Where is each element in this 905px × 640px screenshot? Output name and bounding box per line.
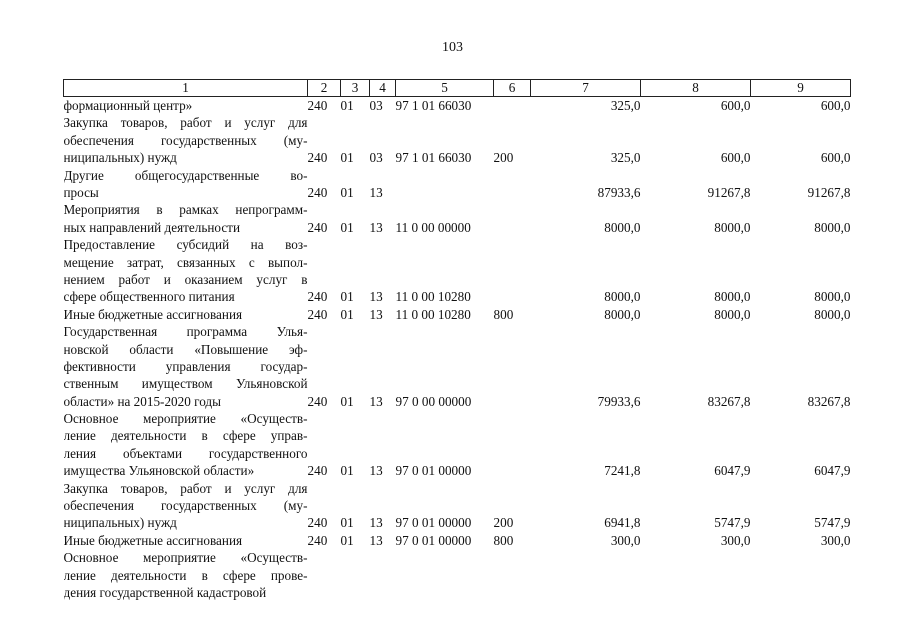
row-cell-c2 [308,549,341,601]
row-name-line: фективности управления государ- [63,358,308,374]
row-cell-c9: 6047,9 [814,463,851,479]
row-name-line: имущества Ульяновской области» [63,463,255,479]
row-cell-c2: 240 [307,184,328,200]
table-row [64,306,851,323]
row-cell-c7: 7241,8 [604,463,641,479]
row-name-line: Иные бюджетные ассигнования [63,306,243,322]
row-cell-c3: 01 [340,393,354,409]
row-cell-c4: 13 [369,515,383,531]
row-name-cell [64,323,308,410]
row-cell-c9 [751,549,851,601]
row-cell-c3: 01 [340,184,354,200]
row-cell-c9: 8000,0 [814,219,851,235]
row-cell-c5: 97 0 00 00000 [395,393,472,409]
table-row [64,549,851,601]
row-cell-c6 [494,236,531,306]
row-cell-c3: 01 [340,150,354,166]
row-cell-c9: 5747,9 [814,515,851,531]
row-name-line: ственным имуществом Ульяновской [63,376,308,392]
row-cell-c8 [641,549,751,601]
row-cell-c4: 13 [369,532,383,548]
row-cell-c6: 800 [493,532,514,548]
column-header-8: 8 [641,80,751,97]
column-header-7: 7 [531,80,641,97]
row-cell-c7: 8000,0 [604,289,641,305]
table-row [64,480,851,532]
row-cell-c7: 8000,0 [604,219,641,235]
header-row [64,80,851,97]
row-name-line: нением работ и оказанием услуг в [63,271,308,287]
row-cell-c6: 800 [493,306,514,322]
row-cell-c4 [370,549,396,601]
row-name-line: Предоставление субсидий на воз- [63,237,308,253]
row-cell-c8: 8000,0 [714,219,751,235]
row-cell-c7 [531,549,641,601]
row-name-cell [64,306,308,323]
row-cell-c7: 79933,6 [597,393,641,409]
row-name-line: ных направлений деятельности [63,219,240,235]
row-cell-c7: 6941,8 [604,515,641,531]
column-header-4: 4 [370,80,396,97]
row-cell-c5: 97 1 01 66030 [395,98,472,113]
row-cell-c2: 240 [307,150,328,166]
row-cell-c9: 91267,8 [807,184,851,200]
row-cell-c8: 6047,9 [714,463,751,479]
table-row [64,410,851,480]
row-cell-c7: 87933,6 [597,184,641,200]
row-name-cell [64,410,308,480]
row-name-line: ление деятельности в сфере прове- [63,567,308,583]
row-name-line: ление деятельности в сфере управ- [63,428,308,444]
row-name-line: Основное мероприятие «Осуществ- [63,411,308,427]
column-header-2: 2 [308,80,341,97]
column-header-5: 5 [396,80,494,97]
row-cell-c5 [396,549,494,601]
row-cell-c3: 01 [340,515,354,531]
row-cell-c6 [494,323,531,410]
row-cell-c7: 8000,0 [604,306,641,322]
row-cell-c7: 300,0 [610,532,641,548]
row-name-line: Основное мероприятие «Осуществ- [63,550,308,566]
row-cell-c4: 03 [369,150,383,166]
row-cell-c6 [494,97,531,115]
row-cell-c5: 97 0 01 00000 [395,463,472,479]
row-cell-c3: 01 [340,98,354,113]
row-cell-c9: 600,0 [820,150,851,166]
row-cell-c8: 83267,8 [707,393,751,409]
row-cell-c4: 13 [369,306,383,322]
table-row [64,532,851,549]
row-cell-c3: 01 [340,306,354,322]
row-name-line: мещение затрат, связанных с выпол- [63,254,308,270]
row-name-cell [64,549,308,601]
row-cell-c4: 03 [369,98,383,113]
row-cell-c8: 5747,9 [714,515,751,531]
row-name-line: формационный центр» [63,98,193,114]
table-row [64,236,851,306]
row-name-line: Иные бюджетные ассигнования [63,532,243,548]
row-cell-c6: 200 [493,515,514,531]
row-cell-c2: 240 [307,98,328,113]
row-cell-c4: 13 [369,219,383,235]
row-name-cell [64,201,308,236]
row-cell-c9: 8000,0 [814,289,851,305]
row-cell-c3: 01 [340,219,354,235]
row-cell-c8: 91267,8 [707,184,751,200]
row-cell-c5: 11 0 00 10280 [395,306,471,322]
row-name-line: Закупка товаров, работ и услуг для [63,115,308,131]
row-name-line: Другие общегосударственные во- [63,167,308,183]
row-cell-c2: 240 [307,532,328,548]
row-cell-c5 [396,167,494,202]
table-row [64,114,851,166]
row-cell-c9: 8000,0 [814,306,851,322]
row-name-line: обеспечения государственных (му- [63,132,308,148]
row-cell-c7: 325,0 [610,98,641,113]
row-cell-c3 [341,549,370,601]
row-name-line: дения государственной кадастровой [63,584,267,600]
row-name-line: Закупка товаров, работ и услуг для [63,480,308,496]
table-row [64,97,851,115]
row-name-line: обеспечения государственных (му- [63,498,308,514]
row-cell-c2: 240 [307,463,328,479]
table-row [64,201,851,236]
row-cell-c8: 300,0 [720,532,751,548]
table-header [64,80,851,97]
row-cell-c6 [494,167,531,202]
row-cell-c4: 13 [369,184,383,200]
row-cell-c9: 600,0 [820,98,851,113]
row-cell-c5: 11 0 00 00000 [395,219,471,235]
table-body [64,97,851,602]
row-name-cell [64,114,308,166]
column-header-6: 6 [494,80,531,97]
row-name-line: ления объектами государственного [63,445,308,461]
row-name-line: ниципальных) нужд [63,150,177,166]
row-cell-c2: 240 [307,393,328,409]
row-cell-c2: 240 [307,306,328,322]
column-header-9: 9 [751,80,851,97]
row-cell-c2: 240 [307,515,328,531]
row-cell-c6 [494,410,531,480]
page-number: 103 [442,40,463,55]
row-cell-c7: 325,0 [610,150,641,166]
row-cell-c2: 240 [307,219,328,235]
row-cell-c9: 300,0 [820,532,851,548]
row-cell-c8: 600,0 [720,150,751,166]
row-cell-c3: 01 [340,463,354,479]
row-name-line: области» на 2015-2020 годы [63,393,221,409]
row-cell-c8: 8000,0 [714,306,751,322]
row-name-cell [64,167,308,202]
row-name-line: новской области «Повышение эф- [63,341,308,357]
row-cell-c5: 11 0 00 10280 [395,289,471,305]
row-cell-c3: 01 [340,532,354,548]
row-name-line: ниципальных) нужд [63,515,177,531]
row-name-cell [64,532,308,549]
row-cell-c5: 97 0 01 00000 [395,515,472,531]
row-name-line: просы [63,184,99,200]
row-cell-c4: 13 [369,463,383,479]
row-name-cell [64,97,308,115]
row-name-cell [64,236,308,306]
table-row [64,167,851,202]
row-cell-c6 [494,549,531,601]
row-name-cell [64,480,308,532]
column-header-3: 3 [341,80,370,97]
row-cell-c2: 240 [307,289,328,305]
row-cell-c5: 97 0 01 00000 [395,532,472,548]
row-cell-c6 [494,201,531,236]
table-row [64,323,851,410]
row-cell-c4: 13 [369,393,383,409]
row-cell-c4: 13 [369,289,383,305]
row-cell-c6: 200 [493,150,514,166]
row-name-line: Государственная программа Улья- [63,324,308,340]
row-cell-c8: 8000,0 [714,289,751,305]
column-header-1: 1 [64,80,308,97]
row-name-line: Мероприятия в рамках непрограмм- [63,202,308,218]
row-cell-c5: 97 1 01 66030 [395,150,472,166]
budget-table [63,79,851,601]
row-name-line: сфере общественного питания [63,289,235,305]
row-cell-c8: 600,0 [720,98,751,113]
row-cell-c9: 83267,8 [807,393,851,409]
row-cell-c3: 01 [340,289,354,305]
